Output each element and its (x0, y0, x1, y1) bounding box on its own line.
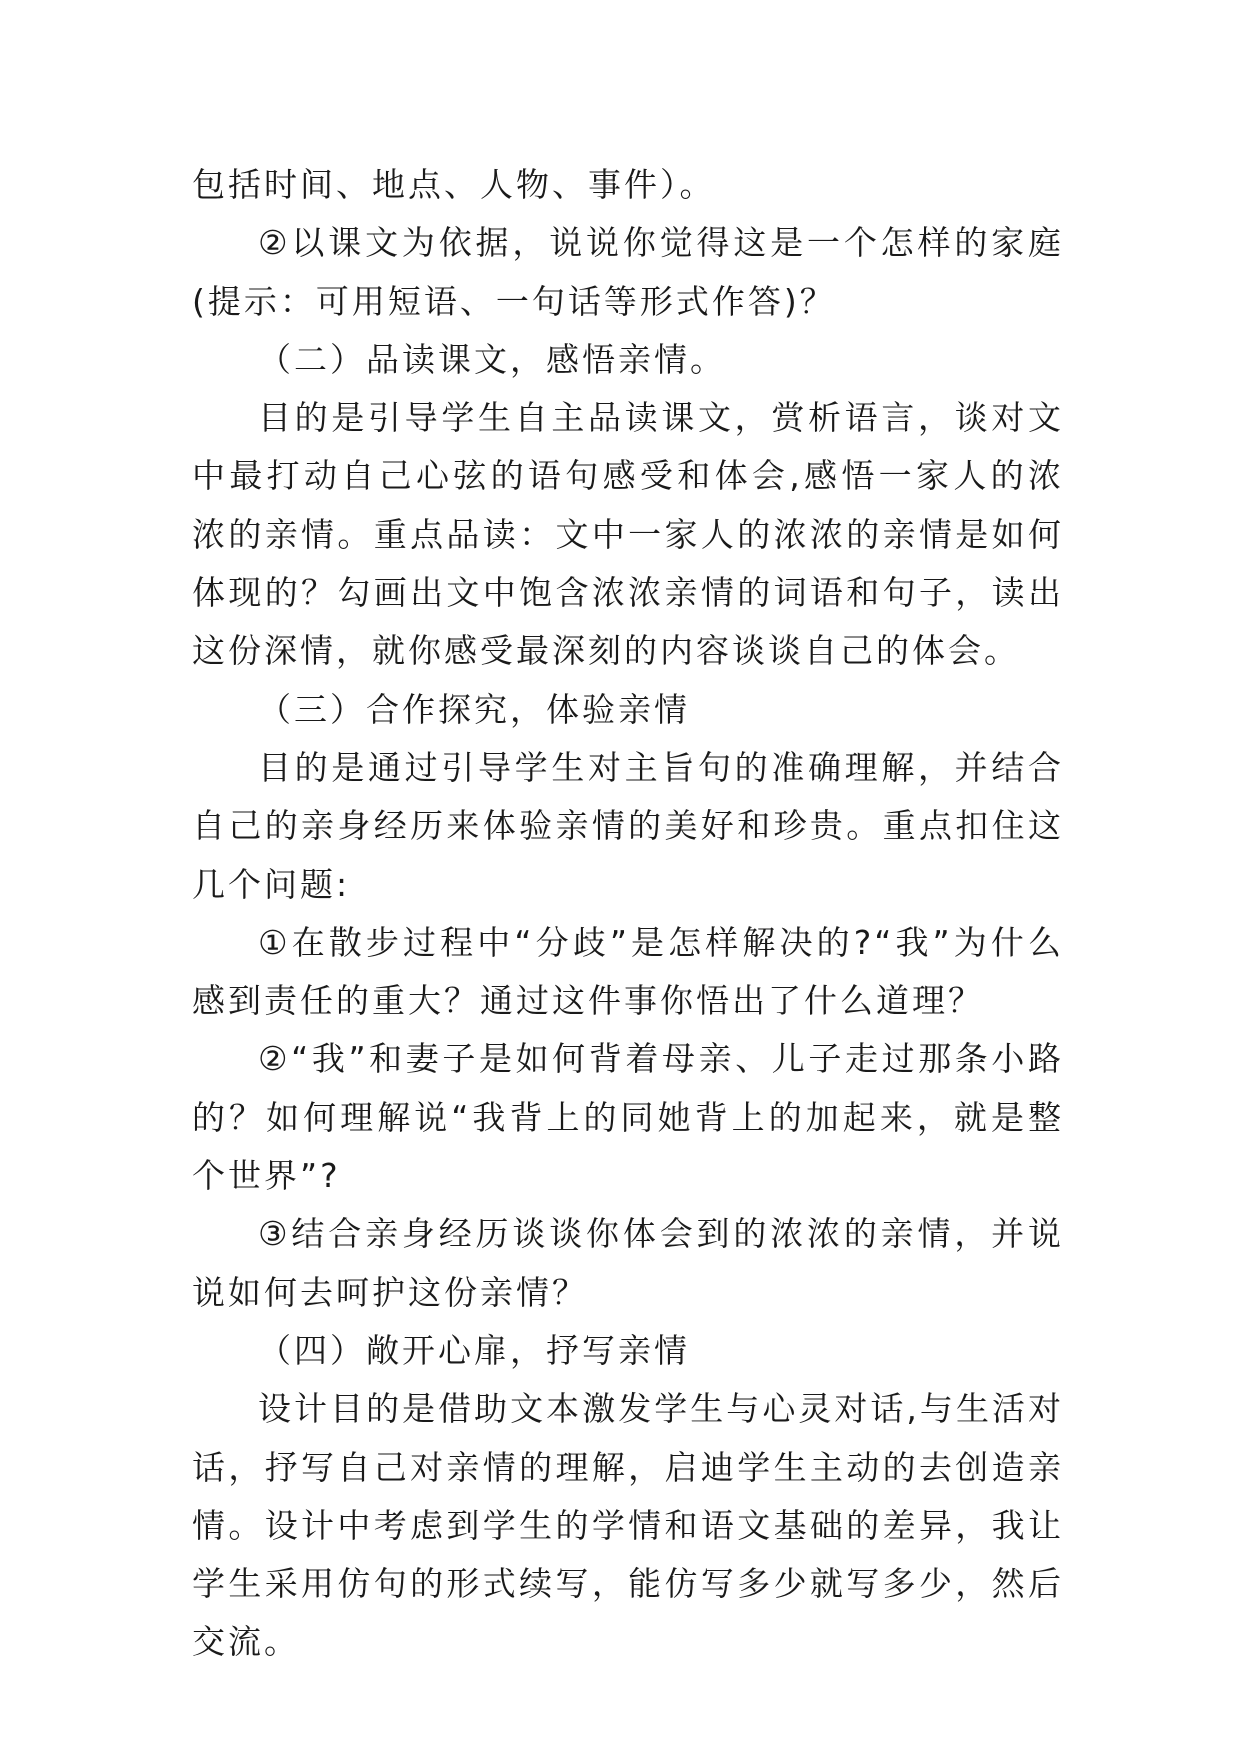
paragraph-purpose-3: 目的是通过引导学生对主旨句的准确理解，并结合自己的亲身经历来体验亲情的美好和珍贵。重点扣住这几个问题: (192, 747, 1064, 904)
section-heading-4: （四）敞开心扉，抒写亲情 (258, 1330, 690, 1370)
paragraph-continuation: 包括时间、地点、人物、事件）。 (192, 165, 716, 204)
paragraph-question-2: ②以课文为依据，说说你觉得这是一个怎样的家庭(提示：可用短语、一句话等形式作答)？ (192, 223, 1064, 321)
section-heading-2: （二）品读课文，感悟亲情。 (258, 339, 726, 379)
paragraph-purpose-4: 设计目的是借助文本激发学生与心灵对话,与生活对话，抒写自己对亲情的理解，启迪学生主动的去创造亲情。设计中考虑到学生的学情和语文基础的差异，我让学生采用仿句的形式续写，能仿写多少就写多少，然后交流。 (192, 1389, 1064, 1662)
paragraph-purpose-2: 目的是引导学生自主品读课文，赏析语言，谈对文中最打动自己心弦的语句感受和体会,感悟一家人的浓浓的亲情。重点品读：文中一家人的浓浓的亲情是如何体现的？勾画出文中饱含浓浓亲情的词语和句子，读出这份深情，就你感受最深刻的内容谈谈自己的体会。 (192, 398, 1064, 671)
document-body (192, 156, 1064, 1672)
paragraph-question-2b: ②“我”和妻子是如何背着母亲、儿子走过那条小路的？如何理解说“我背上的同她背上的加起来，就是整个世界”? (192, 1039, 1064, 1196)
section-heading-3: （三）合作探究，体验亲情 (258, 689, 690, 729)
paragraph-question-3: ③结合亲身经历谈谈你体会到的浓浓的亲情，并说说如何去呵护这份亲情？ (192, 1214, 1064, 1312)
paragraph-question-1: ①在散步过程中“分歧”是怎样解决的?“我”为什么感到责任的重大？通过这件事你悟出了什么道理？ (192, 922, 1064, 1021)
